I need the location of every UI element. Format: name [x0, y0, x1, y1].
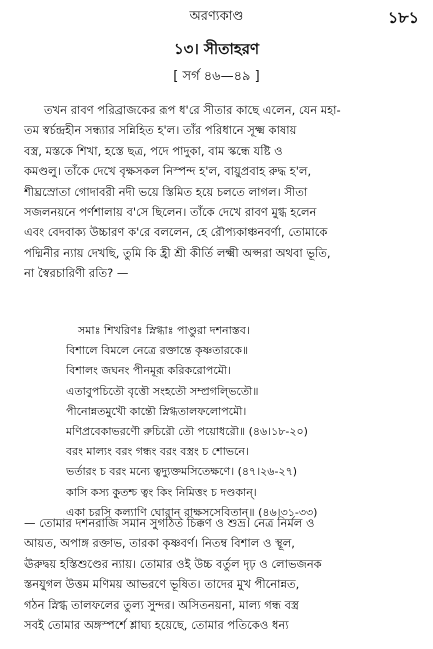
prose-line: এবং বেদবাক্য উচ্চারণ ক'রে বললেন, হে রৌপ্যকাঞ্চনবর্ণা, তোমাকে: [24, 225, 328, 240]
verse-line: বরং মাল্যং বরং গন্ধং বরং বস্ত্রং চ শোভনে।: [66, 445, 249, 459]
verse-line: মণিপ্রবেকাভরণৌ রুচিরৌ তৌ পয়োধরৌ॥ (৪৬।১৮-২০): [66, 425, 308, 439]
translation-line: — তোমার দশনরাজি সমান সুগঠিত চিক্কণ ও শুভ্র। নেত্র নির্মল ও: [24, 516, 315, 530]
prose-line: না স্বৈরচারিণী রতি? —: [24, 266, 129, 281]
verse-line: সমাঃ শিখরিণঃ স্নিগ্ধাঃ পাণ্ডুরা দশনাস্তব।: [78, 324, 250, 337]
section-title: ১৩। সীতাহরণ: [173, 40, 260, 58]
prose-line: সজলনয়নে পর্ণশালায় ব'সে ছিলেন। তাঁকে দেখে রাবণ মুগ্ধ হলেন: [24, 205, 317, 220]
page-number: ১৮১: [387, 8, 419, 27]
prose-line: কমণ্ডলু। তাঁকে দেখে বৃক্ষসকল নিস্পন্দ হ'ল, বায়ুপ্রবাহ রুদ্ধ হ'ল,: [24, 164, 312, 179]
translation-line: গঠন স্নিগ্ধ তালফলের তুল্য সুন্দর। অসিতনয়না, মাল্য গন্ধ বস্ত্র: [24, 597, 299, 612]
running-header-title: অরণ্যকাণ্ড: [189, 9, 244, 24]
verse-line: এতাবুপচিতৌ বৃত্তৌ সংহতৌ সম্প্রগল্ভিতৌ॥: [66, 384, 259, 398]
prose-line: পদ্মিনীর ন্যায় দেখছি, তুমি কি হ্রী শ্রী কীর্তি লক্ষ্মী অপ্সরা অথবা ভূতি,: [24, 245, 331, 260]
sanskrit-verse-block: [66, 321, 426, 523]
prose-paragraph: [24, 100, 420, 284]
prose-line: শীঘ্রস্রোতা গোদাবরী নদী ভয়ে স্তিমিত হয়ে চলতে লাগল। সীতা: [24, 184, 308, 199]
verse-line: পীনোন্নতমুখৌ কান্তৌ স্নিগ্ধতালফলোপমৌ।: [66, 404, 247, 418]
verse-line: বিশালে বিমলে নেত্রে রক্তান্তে কৃষ্ণতারকে॥: [66, 344, 249, 358]
verse-line: বিশালং জঘনং পীনমূরূ করিকরোপমৌ।: [66, 364, 231, 378]
prose-line: বস্ত্র, মস্তকে শিখা, হস্তে ছত্র, পদে পাদুকা, বাম স্কন্ধে যষ্টি ও: [24, 143, 283, 158]
translation-line: ঊরুদ্বয় হস্তিশুণ্ডের ন্যায়। তোমার ওই উচ্চ বর্তুল দৃঢ় ও লোভজনক: [24, 556, 322, 571]
translation-line: স্তনযুগল উত্তম মণিময় আভরণে ভূষিত। তাদের মুখ পীনোন্নত,: [24, 577, 300, 592]
translation-line: সবই তোমার অঙ্গস্পর্শে শ্লাঘ্য হয়েছে, তোমার পতিকেও ধন্য: [24, 618, 289, 633]
verse-line: ভর্তারং চ বরং মন্যে ত্বদ্যুক্তমসিতেক্ষণে। (৪৭।২৬-২৭): [66, 465, 298, 479]
sarga-reference: [ সর্গ ৪৬—৪৯ ]: [173, 69, 260, 84]
verse-line: কাসি কস্য কুতশ্চ ত্বং কিং নিমিত্তং চ দণ্ডকান্।: [66, 485, 257, 499]
translation-line: আয়ত, অপাঙ্গ রক্তাভ, তারকা কৃষ্ণবর্ণ। নিতম্ব বিশাল ও স্থূল,: [24, 536, 295, 551]
translation-paragraph: [24, 513, 420, 635]
prose-line: তখন রাবণ পরিব্রাজকের রূপ ধ'রে সীতার কাছে এলেন, যেন মহা-: [44, 103, 341, 117]
verse-line: একা চরসি কল্যাণি ঘোরান্ রাক্ষসসেবিতান্॥ (৪৬।৩১-৩৩): [66, 505, 318, 519]
prose-line: তম স্বর্চন্দ্রহীন সন্ধ্যার সন্নিহিত হ'ল। তাঁর পরিধানে সূক্ষ্ম কাষায়: [24, 123, 297, 138]
